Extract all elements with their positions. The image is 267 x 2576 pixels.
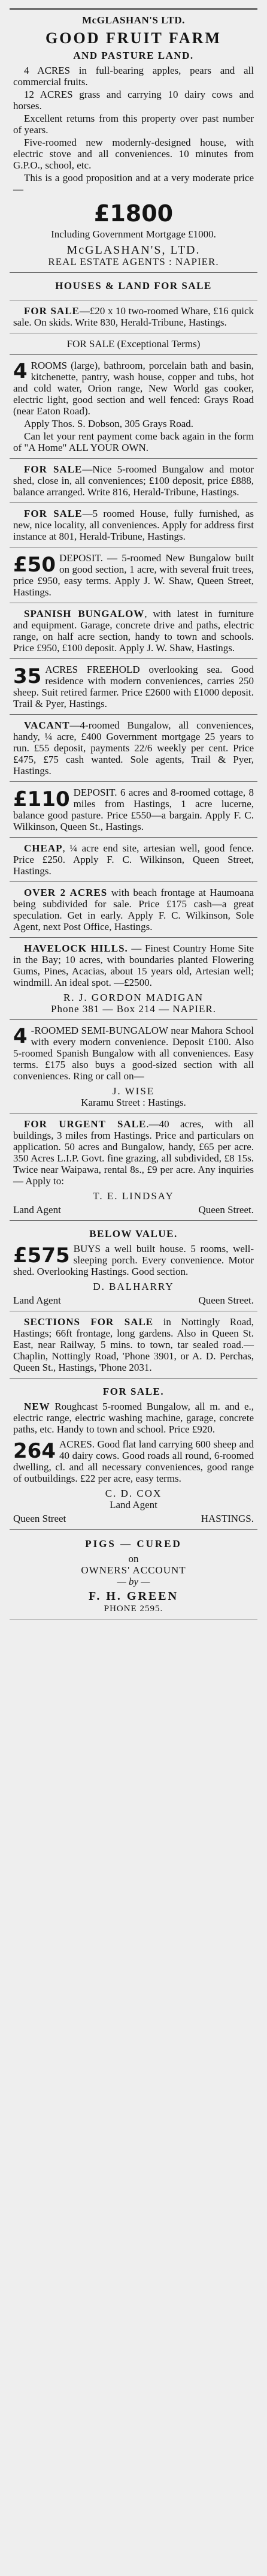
agent-role: Land Agent [110,1499,157,1510]
classified-ad [10,459,257,503]
ad-lead: CHEAP [24,842,63,854]
ad-header: BELOW VALUE. [89,1228,178,1239]
section-title: HOUSES & LAND FOR SALE [55,280,212,291]
ad-lead: FOR SALE [24,508,83,519]
agent-name: J. WISE [112,1085,155,1097]
ad-lead: HAVELOCK HILLS. [24,943,128,954]
classified-ad [10,300,257,333]
ad-text: ROOMS (large), bathroom, porcelain bath and basin, kitchenette, pantry, wash house, copper and tubs, hot and cold water, Orion range, New World gas cooker, electric light, good section and well fenced: Grays Road (near Eaton Road). [13,360,254,417]
ad-text: , with latest in furniture and equipment. Garage, concrete drive and paths, electric range, on half acre section, handy to town and schools. Price £950, £100 deposit. Apply J. W. Shaw, Hastings. [13,608,254,654]
ad-text: , ¼ acre end site, artesian well, good fence. Price £250. Apply F. C. Wilkinson, Queen Street, Hastings. [13,842,254,877]
ad-text: in Nottingly Road, Hastings; 66ft frontage, long gardens. Also in Queen St. East, near Railway, 5 mins. to town, tar sealed road.—Chaplin, Nottingly Road, 'Phone 3901, or A. D. Perchas, Queen St., Hastings, 'Phone 2031. [13,1316,254,1373]
classified-ad [10,1379,257,1530]
ad-lead: NEW [24,1401,50,1412]
agent-place: Queen Street. [198,1204,254,1215]
ad-paragraph: Five-roomed new modernly-designed house, with electric stove and all conveniences. 10 minutes from G.P.O., school, etc. [13,137,254,171]
classified-ad [10,715,257,782]
ad-text: .—40 acres, with all buildings, 3 miles from Hastings. Price and particulars on application. 50 acres and Bungalow, handy, £65 per acre. 350 Acres L.I.P. Govt. fine grazing, all subdivided, £8 15s. Twice near Waipawa, rental 8s., £9 per acre. Any inquiries — Apply to: [13,1118,254,1187]
ad-text: OWNERS' ACCOUNT [81,1564,186,1576]
classified-ad [10,882,257,938]
agent-row [13,1513,254,1524]
classified-ad [10,838,257,882]
ad-text: Roughcast 5-roomed Bungalow, all m. and e., electric range, electric washing machine, garage, concrete paths, etc. Handy to town and school. Price £920. [13,1401,254,1435]
ad-cap: 4 [13,1024,28,1048]
ad-cap: 4 [13,359,28,383]
agent-name: C. D. COX [105,1488,162,1499]
ad-lead: SECTIONS FOR SALE [24,1316,154,1328]
ad-subhead: AND PASTURE LAND. [73,50,194,61]
ad-header: McGLASHAN'S LTD. [82,14,185,26]
ad-lead: £575 [13,1244,70,1268]
ad-text: DEPOSIT. 6 acres and 8-roomed cottage, 8 miles from Hastings, 1 acre lucerne, balance good pasture. Price £550—a bargain. Apply F. C. Wilkinson, Queen St., Hastings. [13,787,254,832]
classified-ad [10,355,257,459]
ad-text: —£20 x 10 two-roomed Whare, £16 quick sale. On skids. Write 830, Herald-Tribune, Hastings. [13,305,254,328]
ad-text: -ROOMED SEMI-BUNGALOW near Mahora School with every modern convenience. Deposit £100. Also 5-roomed Spanish Bungalow with all conveniences. Easy terms. £175 also buys a good-sized section with all conveniences. Ring or call on— [13,1025,254,1082]
ad-headline [13,29,254,47]
agent-row [13,1204,254,1215]
classified-ad [10,547,257,603]
agent-row [13,1295,254,1306]
ad-header: PIGS — CURED [85,1538,182,1549]
ad-text: — by — [117,1576,150,1587]
headline-rest: OOD FRUIT FARM [59,29,222,47]
ad-lead: VACANT [24,720,70,731]
agent-phone: Phone 381 — Box 214 — NAPIER. [51,1003,216,1015]
ad-paragraph: This is a good proposition and at a very moderate price— [13,172,254,195]
ad-lead: FOR SALE [24,464,83,475]
price: £1800 [93,200,174,227]
agent-phone: PHONE 2595. [104,1604,163,1614]
agent-name: D. BALHARRY [93,1281,174,1292]
ad-lead: £110 [13,787,70,811]
agent-place: Queen Street [13,1513,66,1524]
firm-subtitle: REAL ESTATE AGENTS : NAPIER. [48,256,219,267]
ad-paragraph: Excellent returns from this property over past number of years. [13,113,254,136]
mcglashan-ad [10,8,257,273]
price-note: Including Government Mortgage £1000. [51,228,216,240]
ad-lead: SPANISH BUNGALOW [24,608,145,619]
headline-cap: G [45,29,60,47]
agent-name: T. E. LINDSAY [93,1190,174,1202]
classified-ad [10,1114,257,1221]
ad-text: Can let your rent payment come back again in the form of "A Home" ALL YOUR OWN. [13,431,254,453]
ad-text: —5 roomed House, fully furnished, as new, nice locality, all conveniences. Apply for address first instance at 801, Herald-Tribune, Hastings. [13,508,254,542]
ad-text: —4-roomed Bungalow, all conveniences, handy, ¼ acre, £400 Government mortgage 25 years to run. £55 deposit, payments 22/6 weekly per cent. Price £475, £75 cash wanted. Sole agents, Trail & Pyer, Hastings. [13,720,254,777]
classified-ad [10,1020,257,1114]
ad-text: BUYS a well built house. 5 rooms, well-sleeping porch. Every convenience. Motor shed. Overlooking Hastings. Good section. [13,1243,254,1277]
classified-ad [10,333,257,355]
classified-ad [10,1311,257,1379]
classified-ad [10,1221,257,1311]
ad-lead: £50 [13,553,56,577]
ad-lead: 35 [13,664,42,688]
classified-ad [10,503,257,547]
firm-name: McGLASHAN'S, LTD. [66,243,201,257]
pigs-ad [10,1530,257,1620]
classifieds-column [10,0,257,1620]
classified-ad [10,938,257,1020]
agent-name: R. J. GORDON MADIGAN [63,992,204,1003]
classified-ad [10,603,257,659]
ad-text: Apply Thos. S. Dobson, 305 Grays Road. [24,418,194,429]
ad-paragraph: 12 ACRES grass and carrying 10 dairy cows and horses. [13,89,254,112]
ad-lead: 264 [13,1439,56,1463]
ad-text: FOR SALE (Exceptional Terms) [66,338,201,350]
agent-place: HASTINGS. [201,1513,254,1524]
ad-text: DEPOSIT. — 5-roomed New Bungalow built on good section, 1 acre, with several fruit trees, price £950, easy terms. Apply J. W. Shaw, Queen Street, Hastings. [13,552,254,598]
classified-ad [10,659,257,715]
ad-paragraph: 4 ACRES in full-bearing apples, pears and all commercial fruits. [13,65,254,88]
ad-lead: FOR SALE [24,305,80,317]
agent-role: Land Agent [13,1204,61,1215]
classified-ad [10,782,257,838]
ad-text: —Nice 5-roomed Bungalow and motor shed, close in, all conveniences; £100 deposit, price £888, balance arranged. Write 816, Herald-Tribune, Hastings. [13,464,254,498]
agent-name: F. H. GREEN [88,1590,179,1603]
ad-header: FOR SALE. [102,1386,165,1397]
agent-address: Karamu Street : Hastings. [81,1097,186,1108]
ad-text: with beach frontage at Haumoana being subdivided for sale. Price £175 cash—a great speculation. Get in early. Apply F. C. Wilkinson, Sole Agent, next Post Office, Hastings. [13,887,254,932]
agent-place: Queen Street. [198,1295,254,1306]
ad-text: ACRES. Good flat land carrying 600 sheep and 40 dairy cows. Good roads all round, 6-roomed dwelling, cl. and all necessary conveniences, good range of outbuildings. £22 per acre, easy terms. [13,1439,254,1484]
section-header [10,273,257,300]
ad-text: on [128,1553,139,1564]
ad-lead: OVER 2 ACRES [24,887,108,898]
ad-lead: FOR URGENT SALE [24,1118,147,1130]
ad-text: — Finest Country Home Site in the Bay; 10 acres, with boundaries planted Flowering Gums, Pines, Acacias, about 15 years old, Artesian well; windmill. An ideal spot. —£2500. [13,943,254,988]
ad-text: ACRES FREEHOLD overlooking sea. Good residence with modern conveniences, carries 250 sheep. Suit retired farmer. Price £2600 with £1000 deposit. Trail & Pyer, Hastings. [13,664,254,709]
agent-role: Land Agent [13,1295,61,1306]
